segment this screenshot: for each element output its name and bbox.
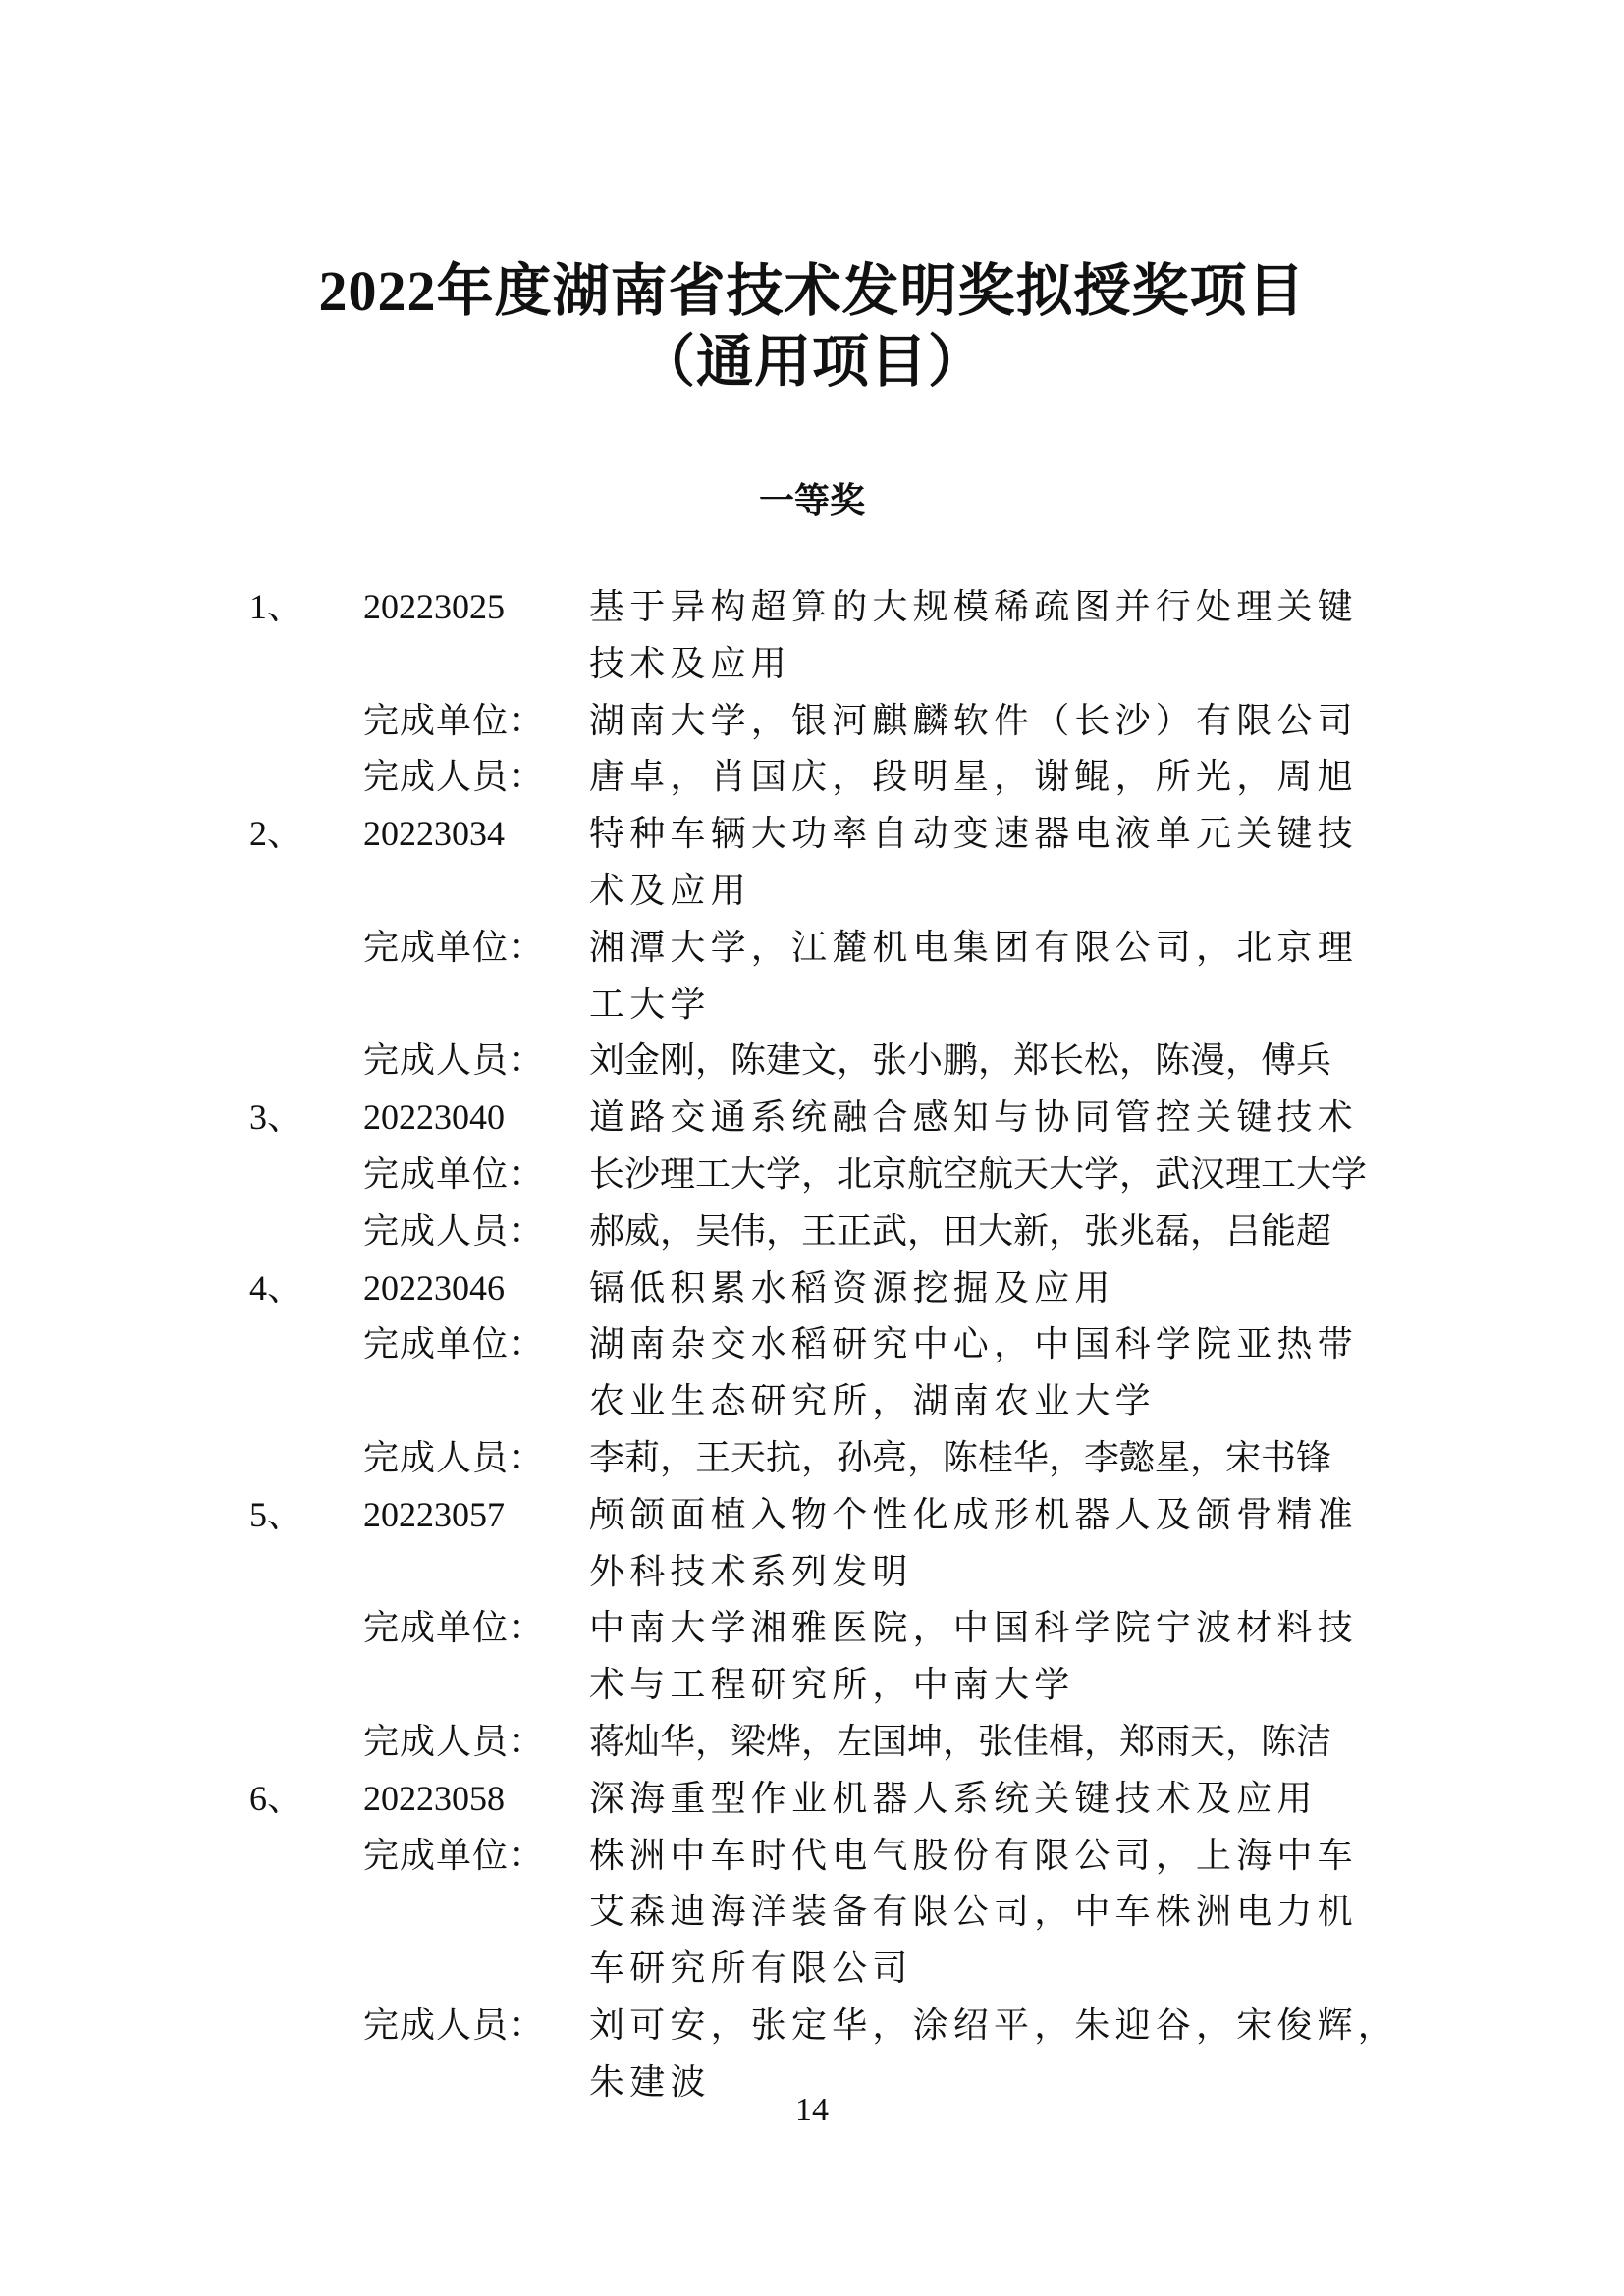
- item-units-line: 长沙理工大学，北京航空航天大学，武汉理工大学: [589, 1153, 1368, 1194]
- item-title-line: 术及应用: [589, 870, 751, 910]
- item-units-line: 株洲中车时代电气股份有限公司，上海中车: [589, 1835, 1358, 1875]
- item-units-row: [0, 1316, 1624, 1373]
- item-units-row: [0, 1828, 1624, 1885]
- item-units-row: [0, 1147, 1624, 1203]
- item-units-line: 工大学: [589, 984, 711, 1024]
- document-subtitle: （通用项目）: [637, 330, 986, 394]
- item-people-row: [0, 1998, 1624, 2055]
- item-units-line: 湖南杂交水稻研究中心，中国科学院亚热带: [589, 1324, 1358, 1364]
- item-title-line: 技术及应用: [589, 643, 792, 683]
- document-title: 2022年度湖南省技术发明奖拟授奖项目: [318, 259, 1306, 323]
- item-number: 6、: [249, 1778, 303, 1818]
- people-label: 完成人员：: [363, 1437, 546, 1477]
- item-people-row: [0, 1430, 1624, 1487]
- item-units-row: [0, 693, 1624, 750]
- item-units-line: 湘潭大学，江麓机电集团有限公司，北京理: [589, 927, 1358, 967]
- units-label: 完成单位：: [363, 700, 546, 740]
- item-people-line: 李莉，王天抗，孙亮，陈桂华，李懿星，宋书锋: [589, 1437, 1332, 1477]
- item-number: 5、: [249, 1494, 303, 1534]
- item-people-row: [0, 1714, 1624, 1771]
- item-people-row: [0, 749, 1624, 806]
- item-units-row: [0, 920, 1624, 977]
- item-number: 4、: [249, 1267, 303, 1308]
- item-title-row: [0, 1090, 1624, 1147]
- people-label: 完成人员：: [363, 1721, 546, 1761]
- units-label: 完成单位：: [363, 1153, 546, 1194]
- units-label: 完成单位：: [363, 1608, 546, 1648]
- item-title-line: 基于异构超算的大规模稀疏图并行处理关键: [589, 587, 1358, 626]
- item-code: 20223046: [363, 1267, 505, 1308]
- item-title-row: [0, 1771, 1624, 1828]
- item-number: 2、: [249, 814, 303, 854]
- item-units-row: [0, 1884, 1624, 1941]
- item-title-row: [0, 636, 1624, 693]
- item-people-line: 刘金刚，陈建文，张小鹏，郑长松，陈漫，傅兵: [589, 1041, 1332, 1081]
- people-label: 完成人员：: [363, 2004, 546, 2045]
- item-people-line: 郝威，吴伟，王正武，田大新，张兆磊，吕能超: [589, 1210, 1332, 1251]
- award-item-list: [0, 579, 1624, 2111]
- item-title-line: 特种车辆大功率自动变速器电液单元关键技: [589, 814, 1358, 854]
- units-label: 完成单位：: [363, 1835, 546, 1875]
- item-units-line: 车研究所有限公司: [589, 1949, 913, 1989]
- item-code: 20223034: [363, 814, 505, 854]
- item-title-row: [0, 579, 1624, 636]
- item-title-row: [0, 1260, 1624, 1317]
- people-label: 完成人员：: [363, 757, 546, 797]
- item-units-line: 湖南大学，银河麒麟软件（长沙）有限公司: [589, 700, 1358, 740]
- item-title-row: [0, 863, 1624, 920]
- item-people-line: 刘可安，张定华，涂绍平，朱迎谷，宋俊辉，: [589, 2004, 1399, 2045]
- item-title-line: 颅颌面植入物个性化成形机器人及颌骨精准: [589, 1494, 1358, 1534]
- item-units-row: [0, 1941, 1624, 1998]
- page-number: 14: [795, 2092, 829, 2128]
- item-title-row: [0, 1487, 1624, 1544]
- people-label: 完成人员：: [363, 1041, 546, 1081]
- item-number: 1、: [249, 587, 303, 626]
- item-units-row: [0, 977, 1624, 1034]
- item-title-row: [0, 1544, 1624, 1601]
- item-title-line: 道路交通系统融合感知与协同管控关键技术: [589, 1097, 1358, 1138]
- item-title-line: 深海重型作业机器人系统关键技术及应用: [589, 1778, 1318, 1818]
- units-label: 完成单位：: [363, 1324, 546, 1364]
- item-people-line: 蒋灿华，梁烨，左国坤，张佳楫，郑雨天，陈洁: [589, 1721, 1332, 1761]
- item-people-row: [0, 1033, 1624, 1090]
- item-units-row: [0, 1657, 1624, 1714]
- item-units-line: 中南大学湘雅医院，中国科学院宁波材料技: [589, 1608, 1358, 1648]
- award-grade-heading: 一等奖: [758, 481, 865, 520]
- item-units-line: 术与工程研究所，中南大学: [589, 1665, 1075, 1705]
- item-units-row: [0, 1600, 1624, 1657]
- item-code: 20223058: [363, 1778, 505, 1818]
- item-title-line: 外科技术系列发明: [589, 1551, 913, 1591]
- item-units-row: [0, 1373, 1624, 1430]
- item-code: 20223025: [363, 587, 505, 626]
- units-label: 完成单位：: [363, 927, 546, 967]
- item-units-line: 农业生态研究所，湖南农业大学: [589, 1381, 1156, 1421]
- item-people-line: 朱建波: [589, 2061, 711, 2102]
- item-people-line: 唐卓，肖国庆，段明星，谢鲲，所光，周旭: [589, 757, 1358, 797]
- item-number: 3、: [249, 1097, 303, 1138]
- item-code: 20223040: [363, 1097, 505, 1138]
- item-people-row: [0, 1203, 1624, 1260]
- item-title-row: [0, 806, 1624, 863]
- people-label: 完成人员：: [363, 1210, 546, 1251]
- item-title-line: 镉低积累水稻资源挖掘及应用: [589, 1267, 1115, 1308]
- item-code: 20223057: [363, 1494, 505, 1534]
- item-units-line: 艾森迪海洋装备有限公司，中车株洲电力机: [589, 1892, 1358, 1932]
